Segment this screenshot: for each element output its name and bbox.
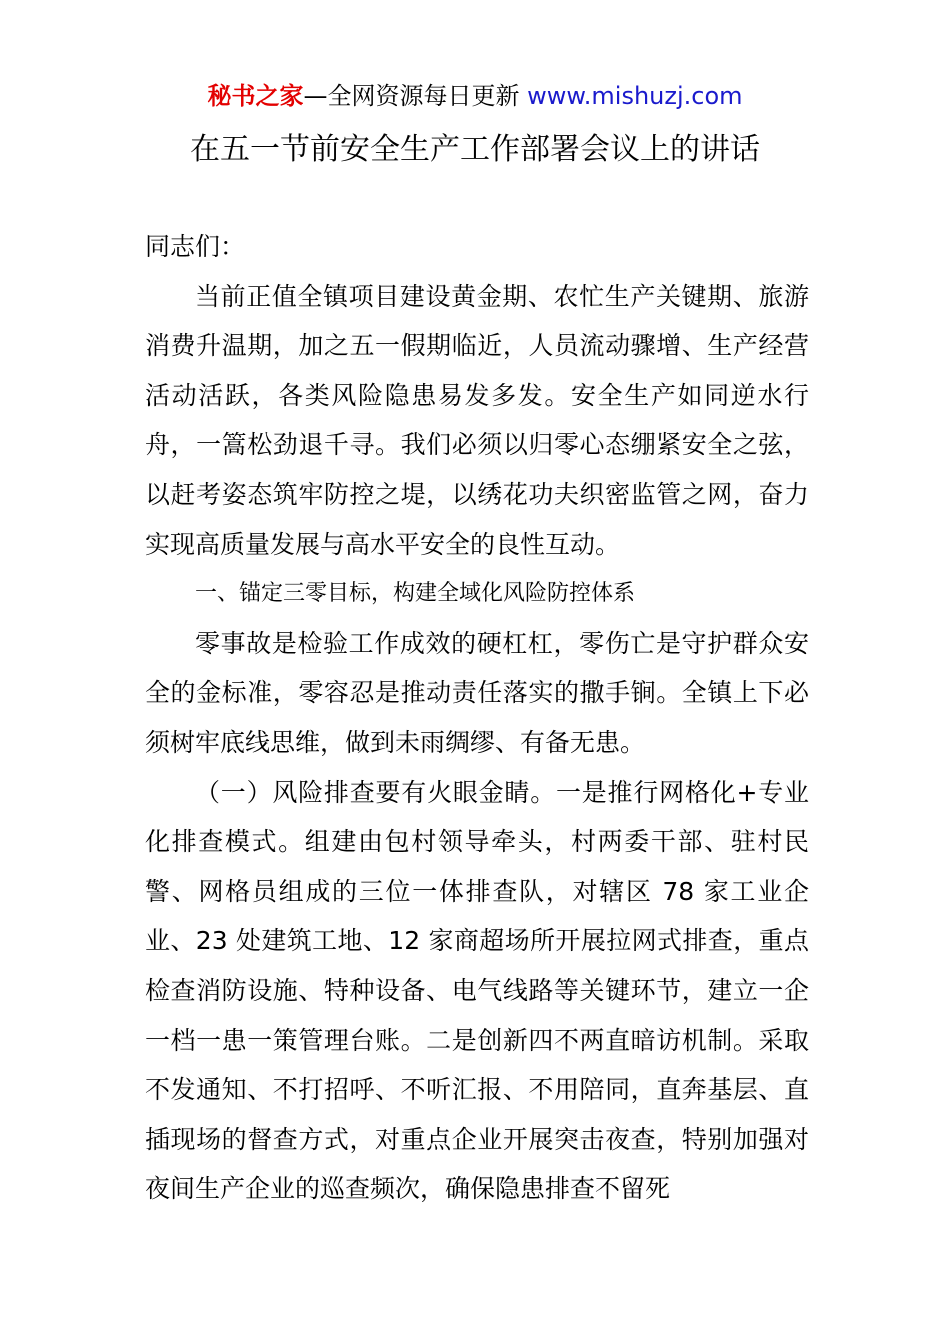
site-header (0, 78, 950, 114)
section-1-paragraph: 零事故是检验工作成效的硬杠杠，零伤亡是守护群众安全的金标准，零容忍是推动责任落实的撒手锏。全镇上下必须树牢底线思维，做到未雨绸缪、有备无患。 (145, 628, 809, 757)
site-tagline: —全网资源每日更新 (303, 82, 520, 110)
document-title: 在五一节前安全生产工作部署会议上的讲话 (190, 132, 760, 167)
document-body (145, 222, 809, 1214)
site-url-link[interactable]: www.mishuzj.com (527, 82, 743, 110)
salutation: 同志们： (145, 232, 246, 261)
brand-name: 秘书之家 (207, 82, 304, 110)
subsection-1-paragraph: （一）风险排查要有火眼金睛。一是推行网格化+专业化排查模式。组建由包村领导牵头，村两委干部、驻村民警、网格员组成的三位一体排查队，对辖区 78 家工业企业、23 处建筑工地、12 家商超场所开展拉网式排查，重点检查消防设施、特种设备、电气线路等关键环节，建立一企一档一患一策管理台账。二是创新四不两直暗访机制。采取不发通知、不打招呼、不听汇报、不用陪同，直奔基层、直插现场的督查方式，对重点企业开展突击夜查，特别加强对夜间生产企业的巡查频次，确保隐患排查不留死 (145, 777, 809, 1204)
intro-paragraph: 当前正值全镇项目建设黄金期、农忙生产关键期、旅游消费升温期，加之五一假期临近，人员流动骤增、生产经营活动活跃，各类风险隐患易发多发。安全生产如同逆水行舟，一篙松劲退千寻。我们必须以归零心态绷紧安全之弦，以赶考姿态筑牢防控之堤，以绣花功夫织密监管之网，奋力实现高质量发展与高水平安全的良性互动。 (145, 281, 809, 559)
section-heading-1: 一、锚定三零目标，构建全域化风险防控体系 (195, 581, 636, 607)
